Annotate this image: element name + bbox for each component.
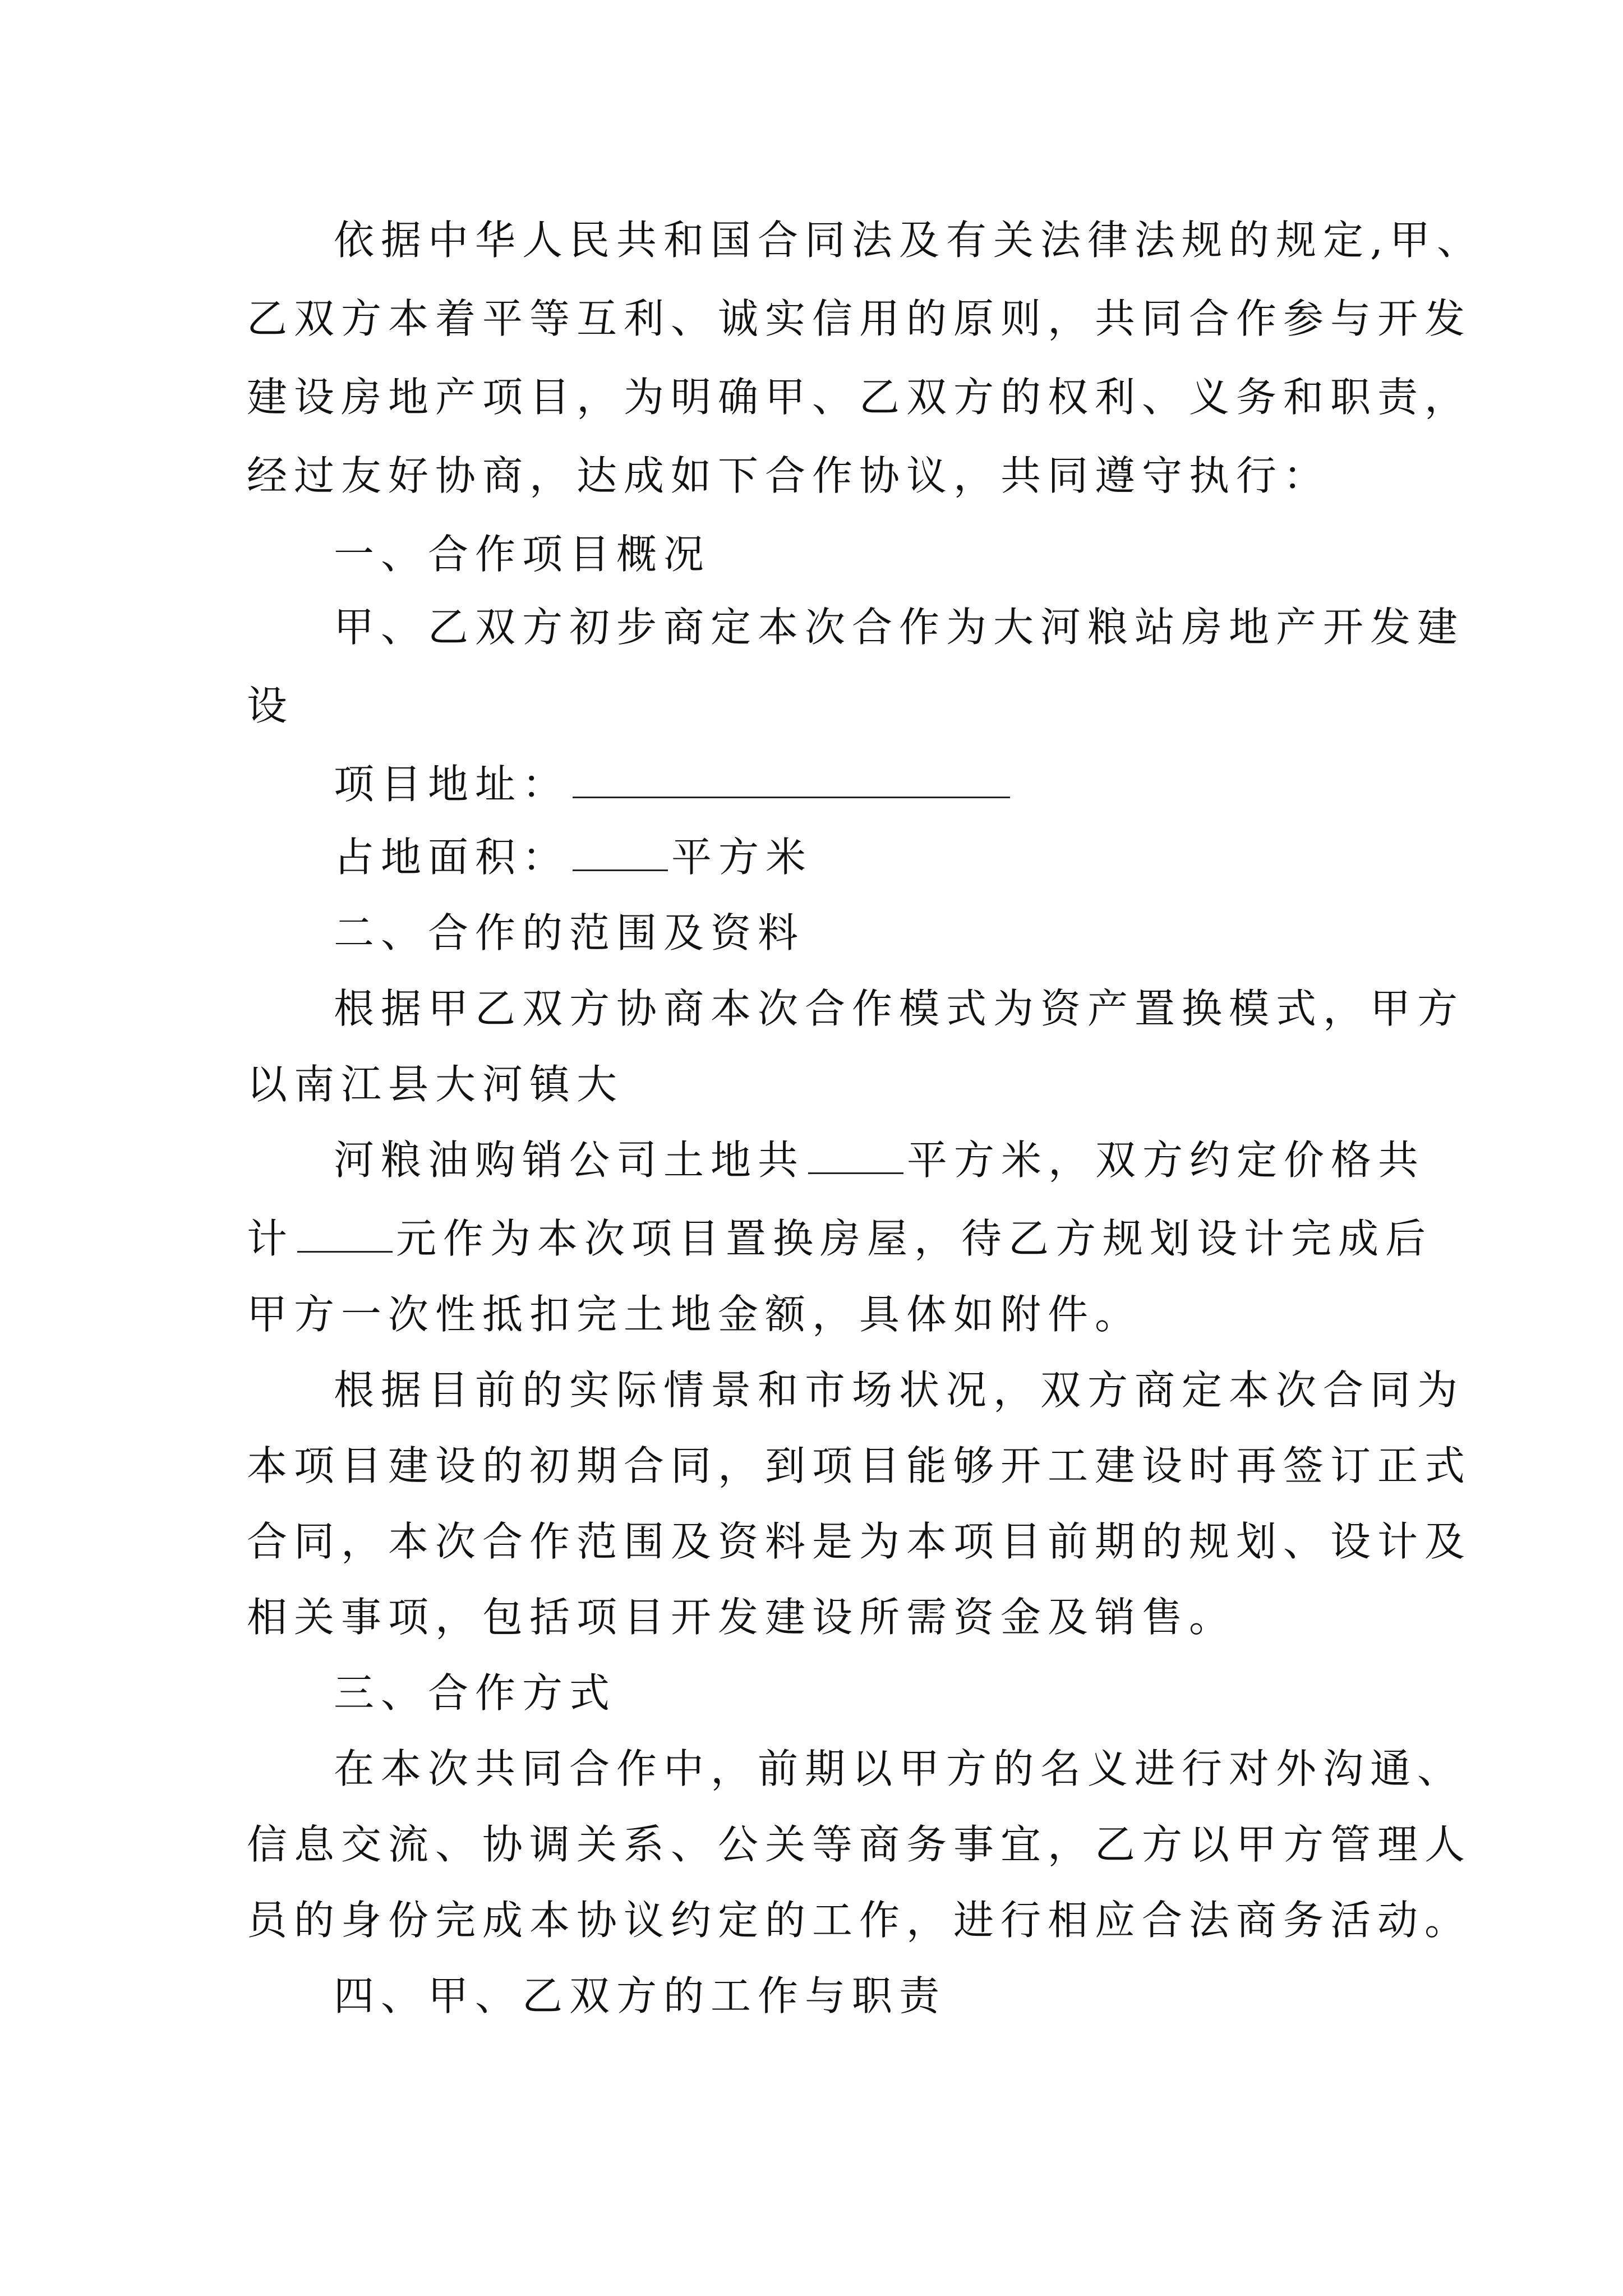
paragraph-intro-line-3: 建设房地产项目，为明确甲、乙双方的权利、义务和职责，: [247, 374, 1472, 421]
paragraph-scope-line-1: 根据甲乙双方协商本次合作模式为资产置换模式，甲方: [334, 985, 1465, 1032]
price-text-part-2: 元作为本次项目置换房屋，待乙方规划设计完成后: [396, 1215, 1433, 1262]
land-area-row: [334, 830, 813, 884]
paragraph-land-line-2: [247, 1212, 1432, 1266]
paragraph-method-line-2: 信息交流、协调关系、公关等商务事宜，乙方以甲方管理人: [247, 1821, 1472, 1868]
paragraph-contract-line-2: 本项目建设的初期合同，到项目能够开工建设时再签订正式: [247, 1442, 1472, 1489]
paragraph-contract-line-1: 根据目前的实际情景和市场状况，双方商定本次合同为: [334, 1366, 1465, 1414]
paragraph-contract-line-4: 相关事项，包括项目开发建设所需资金及销售。: [247, 1594, 1237, 1641]
project-address-label: 项目地址：: [334, 761, 570, 808]
land-area-unit: 平方米: [671, 834, 813, 881]
paragraph-project-line-1: 甲、乙双方初步商定本次合作为大河粮站房地产开发建: [334, 604, 1465, 651]
price-text-part-1: 计: [247, 1215, 294, 1262]
paragraph-scope-line-2: 以南江县大河镇大: [247, 1061, 624, 1108]
land-sqm-blank: [808, 1138, 903, 1174]
paragraph-land-line-1: [334, 1133, 1425, 1187]
price-blank: [297, 1216, 393, 1253]
paragraph-intro-line-1: 依据中华人民共和国合同法及有关法律法规的规定,甲、: [334, 217, 1484, 264]
land-area-label: 占地面积：: [334, 834, 570, 881]
project-address-row: [334, 757, 1013, 811]
paragraph-intro-line-4: 经过友好协商，达成如下合作协议，共同遵守执行：: [247, 452, 1331, 499]
paragraph-land-line-3: 甲方一次性抵扣完土地金额，具体如附件。: [247, 1291, 1142, 1338]
paragraph-method-line-3: 员的身份完成本协议约定的工作，进行相应合法商务活动。: [247, 1897, 1472, 1944]
land-area-blank: [573, 835, 668, 871]
section-heading-2: 二、合作的范围及资料: [334, 909, 805, 956]
paragraph-project-line-2: 设: [247, 682, 294, 729]
land-text-part-1: 河粮油购销公司土地共: [334, 1137, 805, 1184]
land-text-part-2: 平方米，双方约定价格共: [907, 1137, 1426, 1184]
project-address-blank: [573, 762, 1010, 798]
section-heading-3: 三、合作方式: [334, 1669, 617, 1717]
paragraph-contract-line-3: 合同，本次合作范围及资料是为本项目前期的规划、设计及: [247, 1518, 1472, 1565]
section-heading-1: 一、合作项目概况: [334, 531, 711, 578]
paragraph-intro-line-2: 乙双方本着平等互利、诚实信用的原则，共同合作参与开发: [247, 295, 1472, 342]
section-heading-4: 四、甲、乙双方的工作与职责: [334, 1972, 947, 2019]
paragraph-method-line-1: 在本次共同合作中，前期以甲方的名义进行对外沟通、: [334, 1745, 1465, 1792]
